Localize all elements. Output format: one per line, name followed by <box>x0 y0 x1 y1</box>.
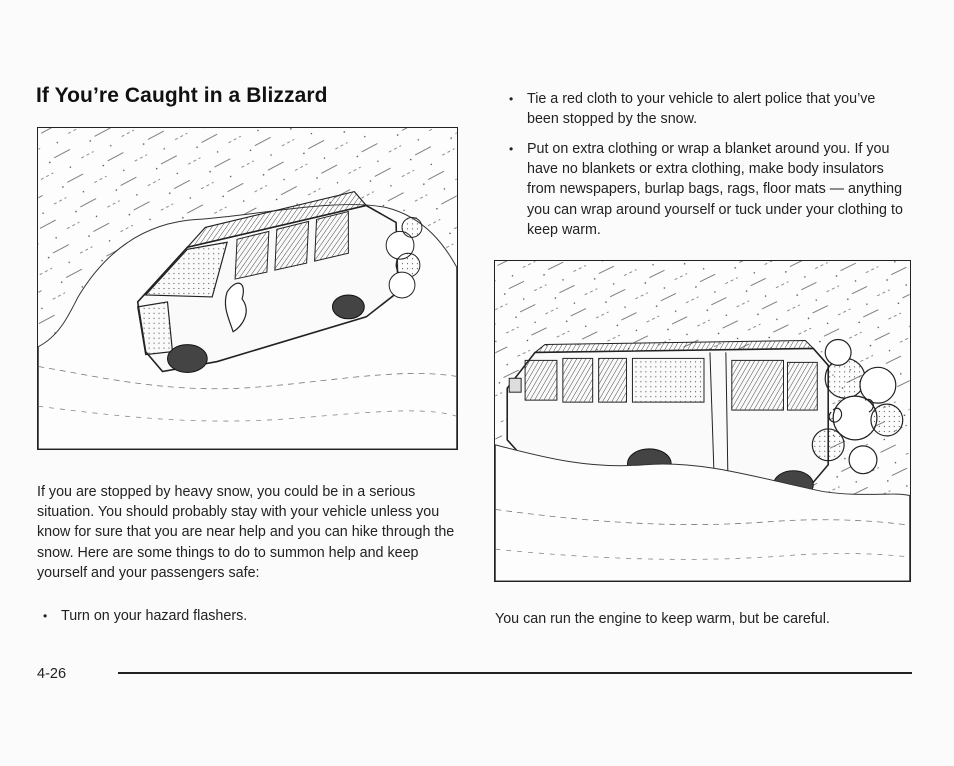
figure-caption: You can run the engine to keep warm, but be careful. <box>495 611 830 627</box>
van-in-blizzard-drawing <box>38 128 457 449</box>
bullet-dot: • <box>509 92 514 106</box>
footer-rule <box>118 672 912 674</box>
van-exhaust-drawing <box>495 261 910 581</box>
bullet-text: Turn on your hazard flashers. <box>61 608 248 624</box>
bullet-text: Tie a red cloth to your vehicle to alert police that you’ve been stopped by the snow. <box>527 91 876 128</box>
page-number: 4-26 <box>37 666 67 682</box>
bullet-dot: • <box>509 142 514 156</box>
van-with-cloth-illustration <box>37 127 458 450</box>
bullet-extra-clothing <box>506 139 911 240</box>
van-exhaust-illustration <box>494 260 911 582</box>
bullet-text: Put on extra clothing or wrap a blanket around you. If you have no blankets or extra clothing, make body insulators from newspapers, burlap bags, rags, floor mats — anything you can wrap around yourself or tuck under your clothing to keep warm. <box>527 141 903 238</box>
intro-paragraph: If you are stopped by heavy snow, you could be in a serious situation. You should probably stay with your vehicle unless you know for sure that you are near help and you can hike through the snow. Here are some things to do to summon help and keep yourself and your passengers safe: <box>37 484 455 581</box>
page-title: If You’re Caught in a Blizzard <box>36 84 328 107</box>
bullet-red-cloth <box>506 89 906 129</box>
bullet-dot: • <box>43 609 48 623</box>
bullet-hazard-flashers <box>40 606 460 626</box>
